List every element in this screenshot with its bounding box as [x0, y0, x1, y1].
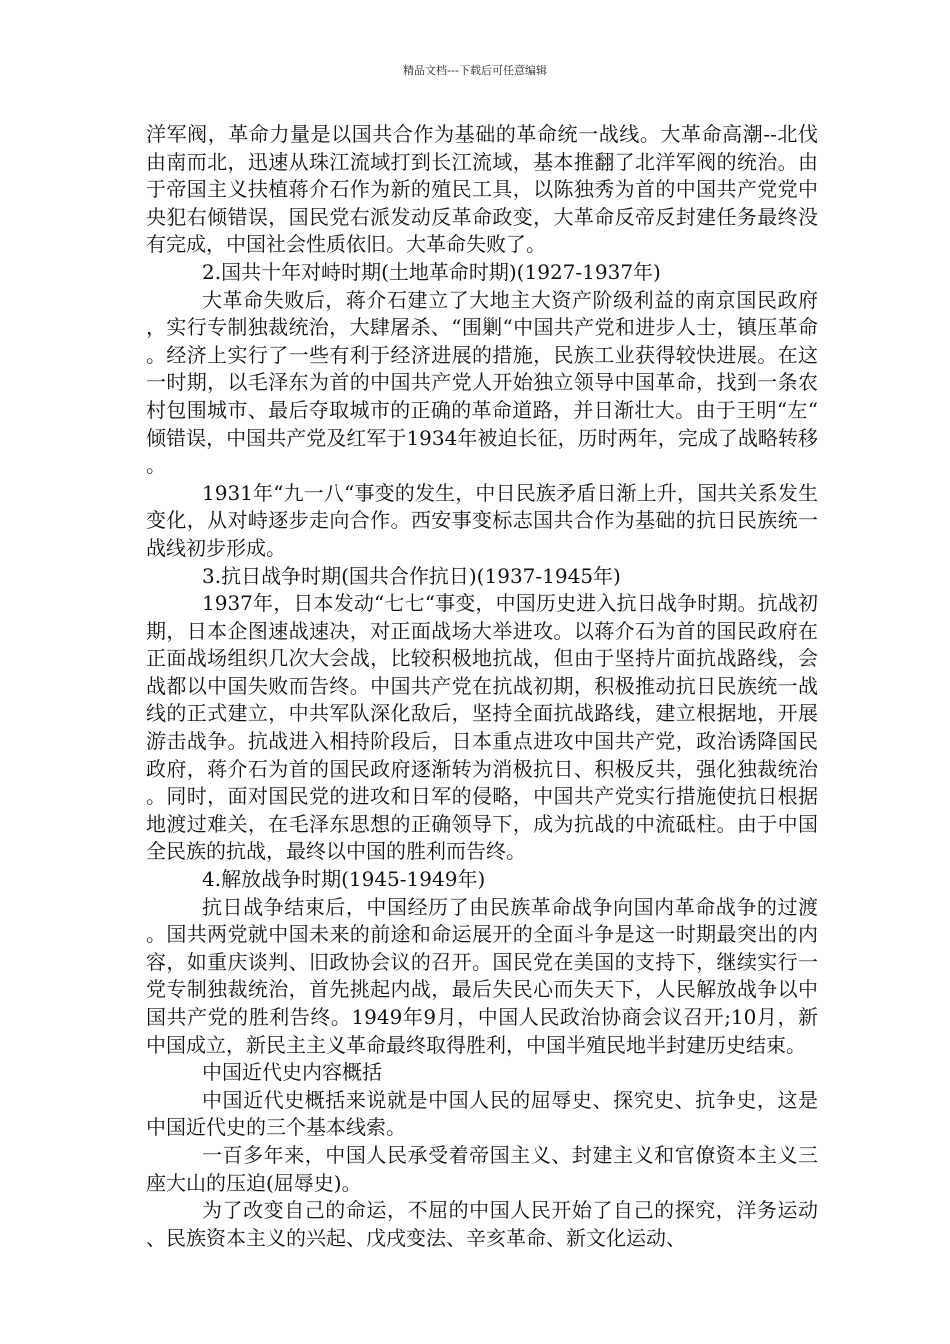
section-heading: 中国近代史内容概括	[202, 1060, 382, 1085]
paragraph: 洋军阀，革命力量是以国共合作为基础的革命统一战线。大革命高潮--北伐由南而北，迅速从珠江流域打到长江流域，基本推翻了北洋军阀的统治。由于帝国主义扶植蒋介石作为新的殖民工具，以陈独秀为首的中国共产党党中央犯右倾错误，国民党右派发动反革命政变，大革命反帝反封建任务最终没有完成，中国社会性质依旧。大革命失败了。	[146, 122, 818, 257]
paragraph: 一百多年来，中国人民承受着帝国主义、封建主义和官僚资本主义三座大山的压迫(屈辱史)。	[146, 1142, 818, 1195]
paragraph: 抗日战争结束后，中国经历了由民族革命战争向国内革命战争的过渡。国共两党就中国未来的前途和命运展开的全面斗争是这一时期最突出的内容，如重庆谈判、旧政协会议的召开。国民党在美国的支持下，继续实行一党专制独裁统治，首先挑起内战，最后失民心而失天下，人民解放战争以中国共产党的胜利告终。1949年9月，中国人民政治协商会议召开;10月，新中国成立，新民主主义革命最终取得胜利，中国半殖民地半封建历史结束。	[146, 894, 818, 1057]
paragraph: 大革命失败后，蒋介石建立了大地主大资产阶级利益的南京国民政府，实行专制独裁统治，大肆屠杀、“围剿“中国共产党和进步人士，镇压革命。经济上实行了一些有利于经济进展的措施，民族工业获得较快进展。在这一时期，以毛泽东为首的中国共产党人开始独立领导中国革命，找到一条农村包围城市、最后夺取城市的正确的革命道路，并日渐壮大。由于王明“左“倾错误，中国共产党及红军于1934年被迫长征，历时两年，完成了战略转移。	[146, 287, 818, 478]
paragraph: 1931年“九一八“事变的发生，中日民族矛盾日渐上升，国共关系发生变化，从对峙逐步走向合作。西安事变标志国共合作为基础的抗日民族统一战线初步形成。	[146, 480, 818, 560]
page-header: 精品文档---下载后可任意编辑	[403, 64, 547, 77]
section-heading: 2.国共十年对峙时期(土地革命时期)(1927-1937年)	[202, 259, 661, 284]
paragraph: 1937年，日本发动“七七“事变，中国历史进入抗日战争时期。抗战初期，日本企图速战速决，对正面战场大举进攻。以蒋介石为首的国民政府在正面战场组织几次大会战，比较积极地抗战，但由于坚持片面抗战路线，会战都以中国失败而告终。中国共产党在抗战初期，积极推动抗日民族统一战线的正式建立，中共军队深化敌后，坚持全面抗战路线，建立根据地，开展游击战争。抗战进入相持阶段后，日本重点进攻中国共产党，政治诱降国民政府，蒋介石为首的国民政府逐渐转为消极抗日、积极反共，强化独裁统治。同时，面对国民党的进攻和日军的侵略，中国共产党实行措施使抗日根据地渡过难关，在毛泽东思想的正确领导下，成为抗战的中流砥柱。由于中国全民族的抗战，最终以中国的胜利而告终。	[146, 591, 818, 864]
section-heading: 4.解放战争时期(1945-1949年)	[202, 867, 486, 892]
section-heading: 3.抗日战争时期(国共合作抗日)(1937-1945年)	[202, 563, 621, 588]
document-body	[146, 121, 818, 1252]
paragraph: 为了改变自己的命运，不屈的中国人民开始了自己的探究，洋务运动、民族资本主义的兴起、戊戌变法、辛亥革命、新文化运动、	[146, 1198, 818, 1250]
paragraph: 中国近代史概括来说就是中国人民的屈辱史、探究史、抗争史，这是中国近代史的三个基本线索。	[146, 1087, 818, 1140]
